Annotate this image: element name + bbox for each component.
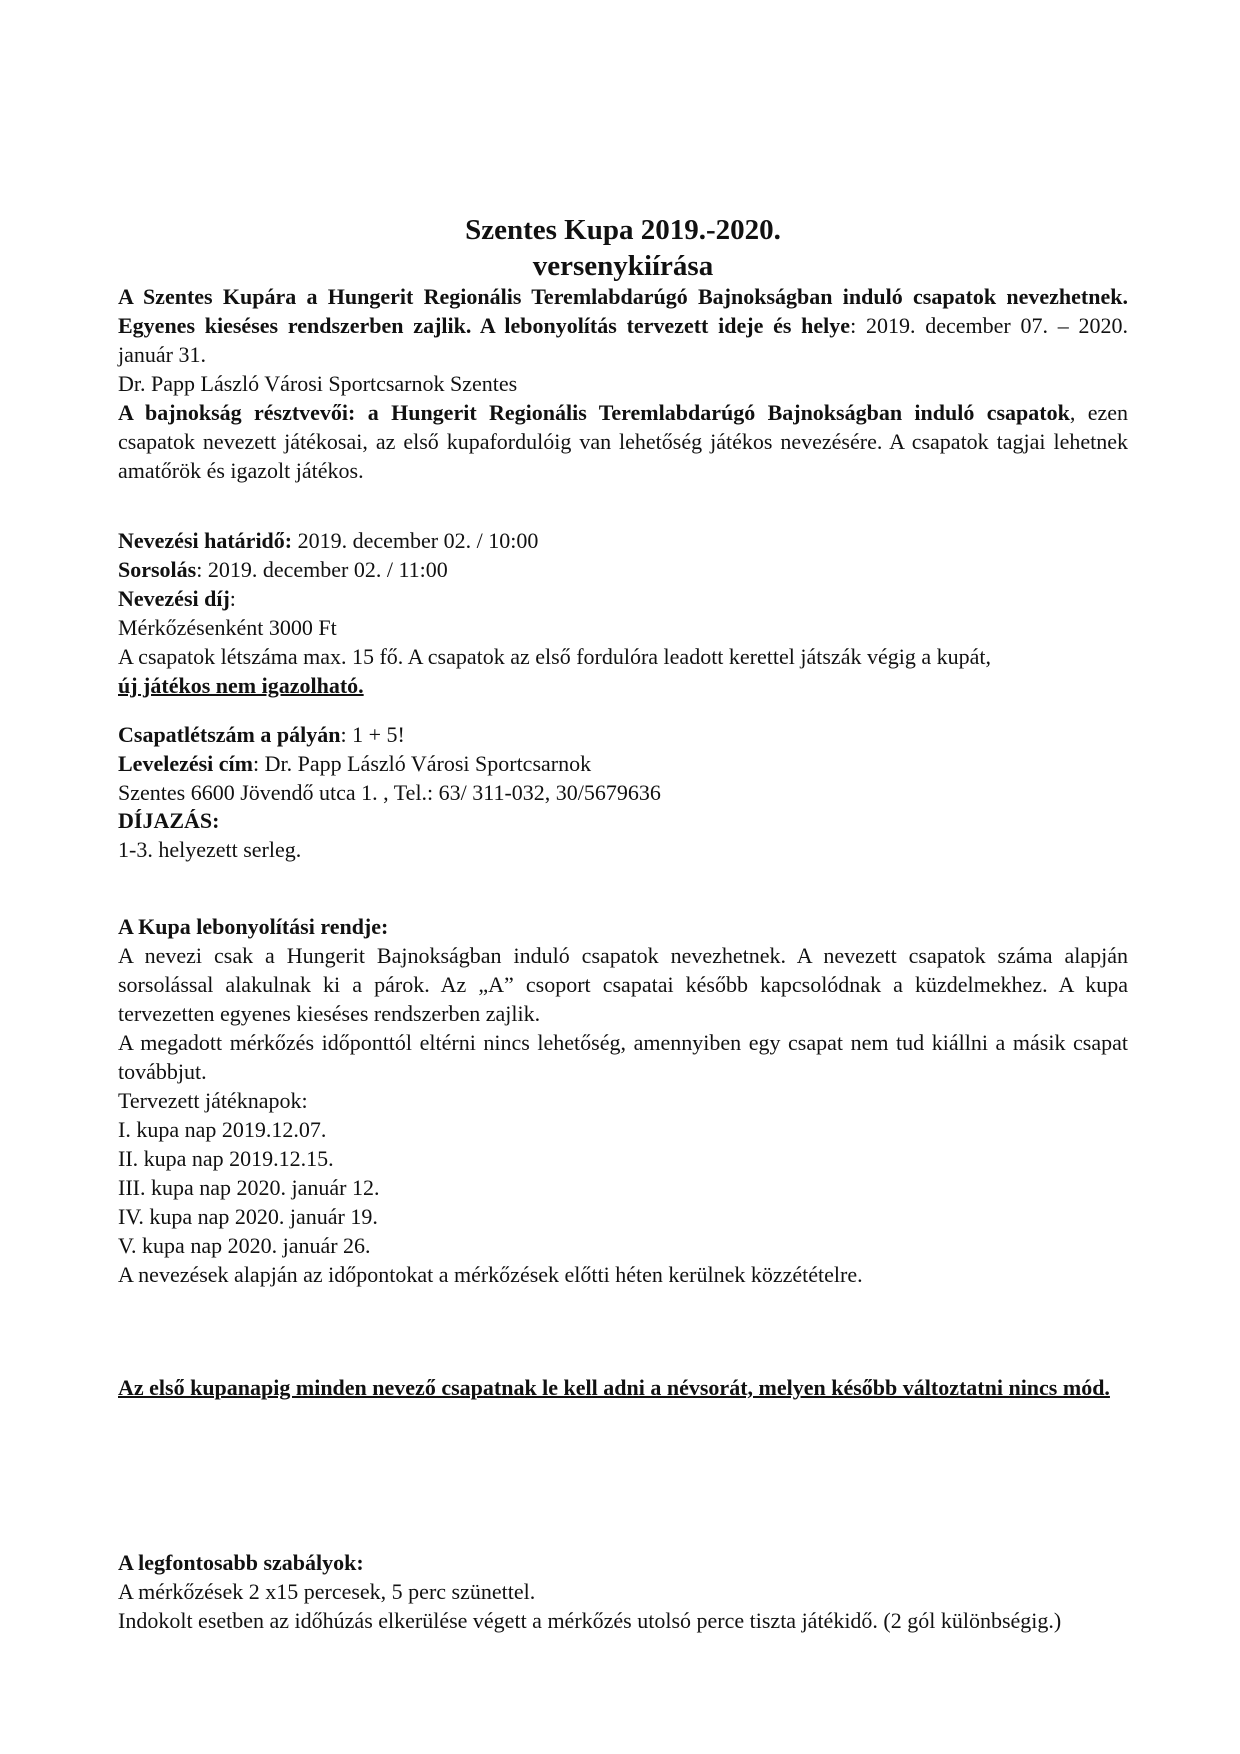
address-value: : Dr. Papp László Városi Sportcsarnok — [253, 751, 592, 776]
field-players-line — [118, 720, 1128, 749]
intro-paragraph — [118, 282, 1128, 369]
intro-colon: : — [850, 313, 866, 338]
deadline-line — [118, 526, 1128, 555]
schedule-item: IV. kupa nap 2020. január 19. — [118, 1204, 378, 1229]
schedule-list — [118, 1115, 1128, 1260]
participants-bold: A bajnokság résztvevői: a Hungerit Regionális Teremlabdarúgó Bajnokságban induló csapatok — [118, 400, 1070, 425]
field-players-label: Csapatlétszám a pályán — [118, 722, 341, 747]
participants-text: , ezen csapatok nevezett játékosai, az első kupafordulóig van lehetőség játékos nevezésére. A csapatok tagjai lehetnek amatőrök és igazolt játékos. — [118, 400, 1128, 483]
rule-1: A mérkőzések 2 x15 percesek, 5 perc szünettel. — [118, 1579, 536, 1604]
draw-line — [118, 555, 1128, 584]
schedule-item: II. kupa nap 2019.12.15. — [118, 1146, 334, 1171]
intro-dates: 2019. december 07. – 2020. január 31. — [118, 313, 1128, 367]
deadline-value: 2019. december 02. / 10:00 — [292, 528, 539, 553]
schedule-label: Tervezett játéknapok: — [118, 1088, 308, 1113]
prizes-label-line — [118, 806, 1128, 835]
notice-text: Az első kupanapig minden nevező csapatnak le kell adni a névsorát, melyen később változtatni nincs mód. — [118, 1375, 1110, 1400]
address-label: Levelezési cím — [118, 751, 253, 776]
draw-value: : 2019. december 02. / 11:00 — [196, 557, 448, 582]
document-subtitle: versenykiírása — [532, 250, 714, 282]
rule-2: Indokolt esetben az időhúzás elkerülése végett a mérkőzés utolsó perce tiszta játékidő. (2 gól különbségig.) — [118, 1608, 1062, 1633]
address-line — [118, 749, 1128, 778]
intro-bold-text: A Szentes Kupára a Hungerit Regionális Teremlabdarúgó Bajnokságban induló csapatok nevezhetnek. Egyenes kieséses rendszerben zajlik. A lebonyolítás tervezett ideje és helye — [118, 284, 1128, 338]
procedure-closing: A nevezések alapján az időpontokat a mérkőzések előtti héten kerülnek közzétételre. — [118, 1262, 863, 1287]
squad-text: A csapatok létszáma max. 15 fő. A csapatok az első fordulóra leadott kerettel játszák végig a kupát, — [118, 644, 991, 669]
rules-heading: A legfontosabb szabályok: — [118, 1550, 364, 1575]
document-title: Szentes Kupa 2019.-2020. — [465, 214, 781, 246]
squad-warning: új játékos nem igazolható. — [118, 673, 364, 698]
schedule-item: III. kupa nap 2020. január 12. — [118, 1175, 380, 1200]
procedure-paragraph-1: A nevezi csak a Hungerit Bajnokságban induló csapatok nevezhetnek. A nevezett csapatok száma alapján sorsolással alakulnak ki a párok. Az „A” csoport csapatai később kapcsolódnak a küzdelmekhez. A kupa tervezetten egyenes kieséses rendszerben zajlik. — [118, 943, 1128, 1026]
schedule-item: V. kupa nap 2020. január 26. — [118, 1233, 371, 1258]
draw-label: Sorsolás — [118, 557, 197, 582]
prizes-label: DÍJAZÁS: — [118, 808, 220, 833]
schedule-item: I. kupa nap 2019.12.07. — [118, 1117, 327, 1142]
venue-line: Dr. Papp László Városi Sportcsarnok Szentes — [118, 371, 518, 396]
fee-colon: : — [229, 586, 236, 611]
fee-value: Mérkőzésenként 3000 Ft — [118, 615, 337, 640]
deadline-label: Nevezési határidő: — [118, 528, 293, 553]
participants-paragraph — [118, 398, 1128, 485]
prizes-value: 1-3. helyezett serleg. — [118, 837, 302, 862]
fee-line — [118, 584, 1128, 613]
procedure-paragraph-2: A megadott mérkőzés időponttól eltérni nincs lehetőség, amennyiben egy csapat nem tud kiállni a másik csapat továbbjut. — [118, 1030, 1128, 1084]
procedure-heading: A Kupa lebonyolítási rendje: — [118, 914, 389, 939]
squad-warning-line — [118, 671, 1128, 700]
fee-label: Nevezési díj — [118, 586, 230, 611]
procedure-heading-line — [118, 912, 1128, 941]
notice-paragraph — [118, 1373, 1128, 1402]
field-players-value: : 1 + 5! — [340, 722, 405, 747]
address-line-2: Szentes 6600 Jövendő utca 1. , Tel.: 63/ 311-032, 30/5679636 — [118, 780, 661, 805]
rules-heading-line — [118, 1548, 1128, 1577]
